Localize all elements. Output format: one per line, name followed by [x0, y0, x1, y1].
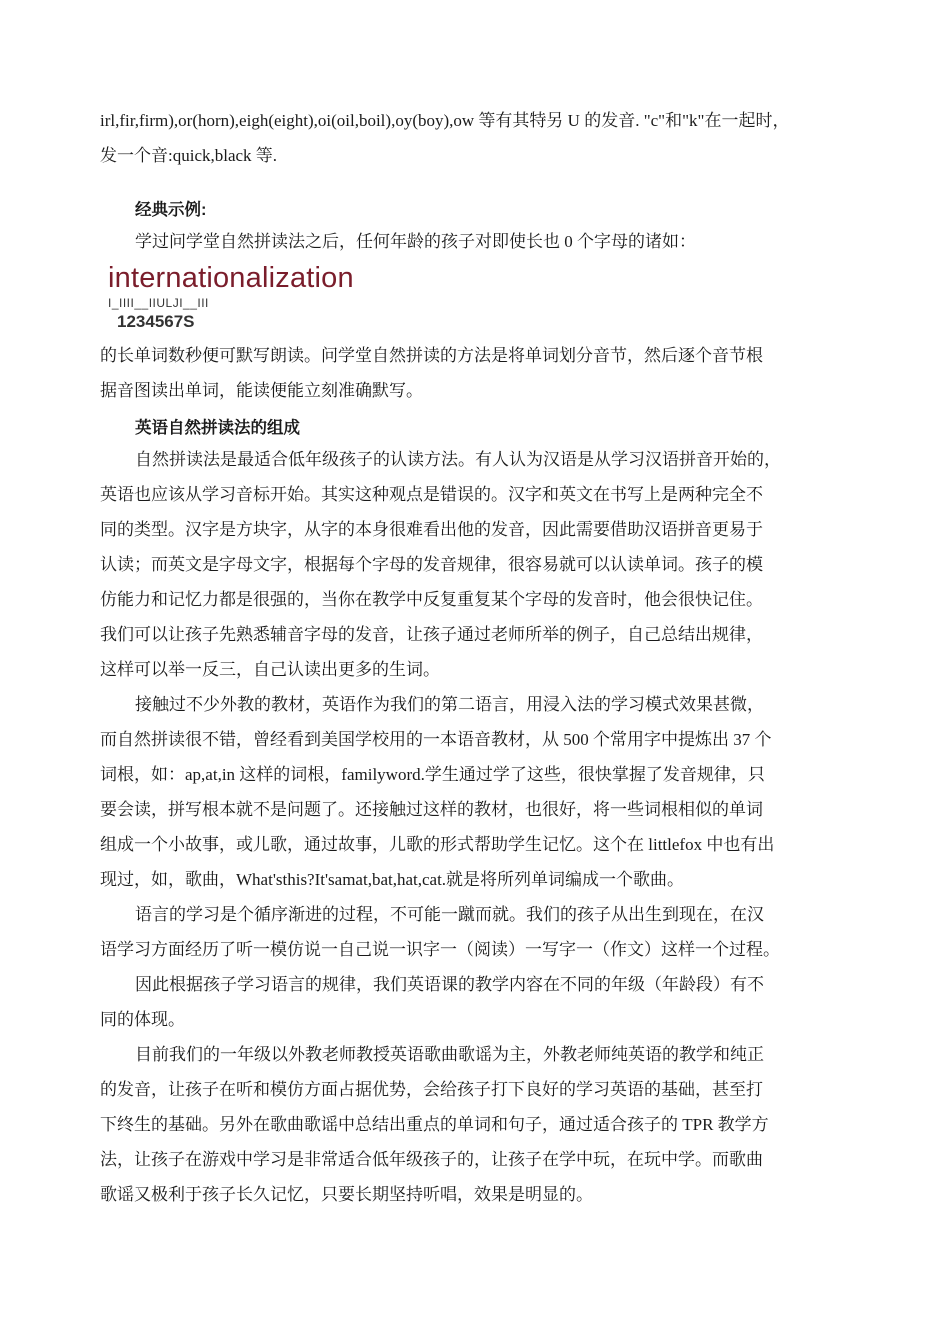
text-line: 我们可以让孩子先熟悉辅音字母的发音，让孩子通过老师所举的例子，自己总结出规律，	[100, 625, 763, 644]
text-line: irl,fir,firm),or(horn),eigh(eight),oi(oil,boil),oy(boy),ow 等有其特另 U 的发音. "c"和"k"在一起时，	[100, 111, 790, 130]
composition-paragraph-3	[100, 897, 860, 967]
text-line: 因此根据孩子学习语言的规律，我们英语课的教学内容在不同的年级（年龄段）有不	[135, 975, 764, 994]
composition-heading: 英语自然拼读法的组成	[135, 419, 300, 437]
text-line: 词根，如：ap,at,in 这样的词根，familyword.学生通过学了这些，很快掌握了发音规律，只	[100, 765, 765, 784]
text-line: 要会读，拼写根本就不是问题了。还接触过这样的教材，也很好，将一些词根相似的单词	[100, 800, 763, 819]
text-line: 目前我们的一年级以外教老师教授英语歌曲歌谣为主，外教老师纯英语的教学和纯正	[135, 1045, 764, 1064]
text-line: 语学习方面经历了听一模仿说一自己说一识字一（阅读）一写字一（作文）这样一个过程。	[100, 940, 780, 959]
composition-paragraph-1	[100, 442, 860, 687]
text-line: 的发音，让孩子在听和模仿方面占据优势，会给孩子打下良好的学习英语的基础，甚至打	[100, 1080, 763, 1099]
composition-paragraph-4	[100, 967, 860, 1037]
text-line: 接触过不少外教的教材，英语作为我们的第二语言，用浸入法的学习模式效果甚微，	[135, 695, 764, 714]
text-line: 下终生的基础。另外在歌曲歌谣中总结出重点的单词和句子，通过适合孩子的 TPR 教学方	[100, 1115, 769, 1134]
text-line: 现过，如，歌曲，What'sthis?It'samat,bat,hat,cat.就是将所列单词编成一个歌曲。	[100, 870, 685, 889]
text-line: 组成一个小故事，或儿歌，通过故事，儿歌的形式帮助学生记忆。这个在 littlefox 中也有出	[100, 835, 775, 854]
syllable-numbers: 1234567S	[117, 312, 195, 331]
text-line: 自然拼读法是最适合低年级孩子的认读方法。有人认为汉语是从学习汉语拼音开始的，	[135, 450, 781, 469]
composition-paragraph-2	[100, 687, 860, 897]
text-line: 而自然拼读很不错，曾经看到美国学校用的一本语音教材，从 500 个常用字中提炼出 37 个	[100, 730, 772, 749]
text-line: 同的类型。汉字是方块字，从字的本身很难看出他的发音，因此需要借助汉语拼音更易于	[100, 520, 763, 539]
intro-paragraph	[100, 103, 860, 173]
text-line: 歌谣又极利于孩子长久记忆，只要长期坚持听唱，效果是明显的。	[100, 1185, 593, 1204]
example-after-paragraph	[100, 338, 860, 408]
text-line: 仿能力和记忆力都是很强的，当你在教学中反复重复某个字母的发音时，他会很快记住。	[100, 590, 763, 609]
text-line: 法，让孩子在游戏中学习是非常适合低年级孩子的，让孩子在学中玩，在玩中学。而歌曲	[100, 1150, 763, 1169]
example-word: internationalization	[108, 262, 354, 294]
example-heading: 经典示例:	[135, 201, 207, 219]
text-line: 这样可以举一反三，自己认读出更多的生词。	[100, 660, 440, 679]
syllable-marks: I_IIII__IIULJI__III	[108, 296, 209, 310]
text-line: 同的体现。	[100, 1010, 185, 1029]
text-line: 认读；而英文是字母文字，根据每个字母的发音规律，很容易就可以认读单词。孩子的模	[100, 555, 763, 574]
text-line: 据音图读出单词，能读便能立刻准确默写。	[100, 381, 423, 400]
text-line: 的长单词数秒便可默写朗读。问学堂自然拼读的方法是将单词划分音节，然后逐个音节根	[100, 346, 763, 365]
text-line: 发一个音:quick,black 等.	[100, 146, 278, 165]
syllable-figure	[108, 262, 428, 334]
text-line: 英语也应该从学习音标开始。其实这种观点是错误的。汉字和英文在书写上是两种完全不	[100, 485, 763, 504]
text-line: 学过问学堂自然拼读法之后，任何年龄的孩子对即使长也 0 个字母的诸如：	[135, 232, 696, 251]
example-lead	[100, 224, 860, 259]
composition-paragraph-5	[100, 1037, 860, 1212]
text-line: 语言的学习是个循序渐进的过程，不可能一蹴而就。我们的孩子从出生到现在，在汉	[135, 905, 764, 924]
